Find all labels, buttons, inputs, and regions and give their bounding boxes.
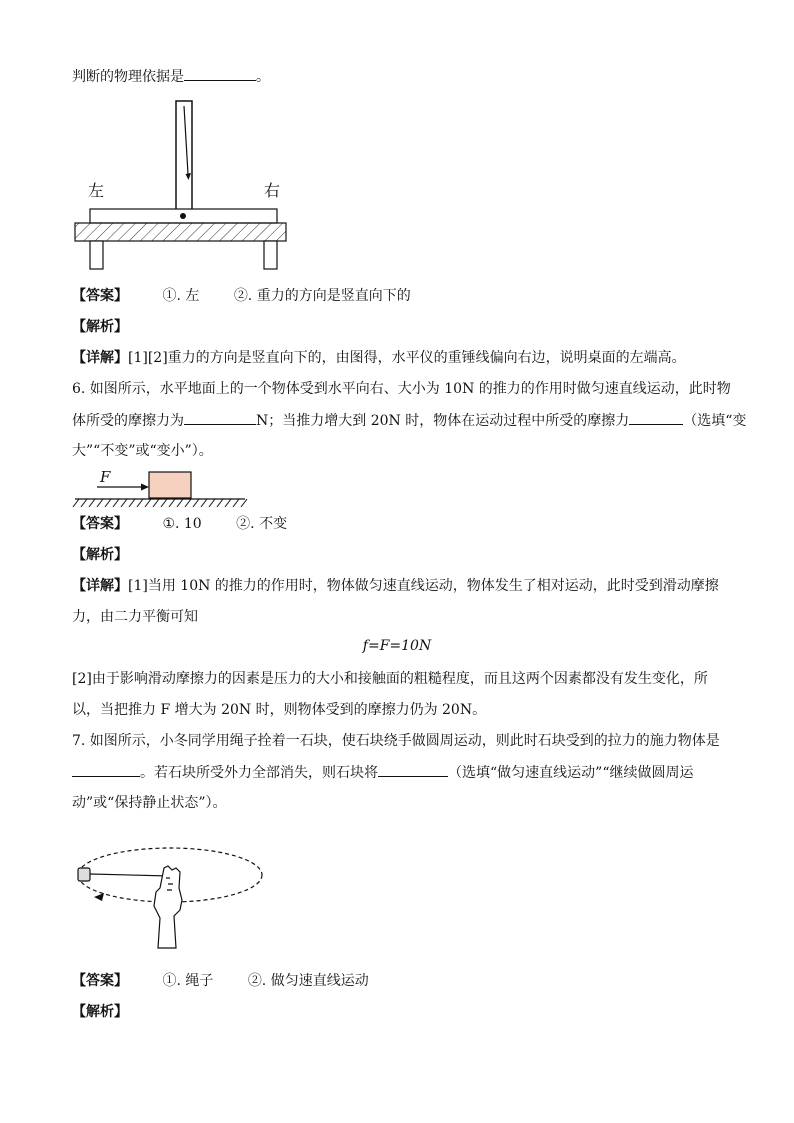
left-label: 左 — [88, 181, 105, 200]
q6-formula: f=F=10N — [362, 638, 432, 654]
answer-blank — [72, 762, 140, 777]
answer-blank — [629, 410, 683, 425]
q7-text-3: 动”或“保持静止状态”）。 — [72, 795, 227, 811]
answer-blank — [378, 762, 448, 777]
q6-answer: 【答案】 ①. 10 ②. 不变 — [72, 516, 288, 532]
q5-answer: 【答案】 ①. 左 ②. 重力的方向是竖直向下的 — [72, 288, 411, 304]
q5-analysis-label: 【解析】 — [72, 319, 128, 335]
q7-text-1: 7. 如图所示，小冬同学用绳子拴着一石块，使石块绕手做圆周运动，则此时石块受到的拉力的施力物体是 — [72, 733, 720, 749]
q6-detail-1: 【详解】[1]当用 10N 的推力的作用时，物体做匀速直线运动，物体发生了相对运动，此时受到滑动摩擦 — [72, 578, 719, 594]
q7-analysis-label: 【解析】 — [72, 1004, 128, 1020]
q6-detail-2: 力，由二力平衡可知 — [72, 609, 198, 625]
right-label: 右 — [264, 181, 281, 200]
q6-text-3: 大”“不变”或“变小”）。 — [72, 443, 213, 459]
question-5-tail: 判断的物理依据是 。 — [72, 66, 270, 87]
q6-text-1: 6. 如图所示，水平地面上的一个物体受到水平向右、大小为 10N 的推力的作用时做匀速直线运动，此时物 — [72, 381, 731, 397]
q6-detail-3: [2]由于影响滑动摩擦力的因素是压力的大小和接触面的粗糙程度，而且这两个因素都没有发生变化，所 — [72, 671, 708, 687]
q7-text-2: 。若石块所受外力全部消失，则石块将 （选填“做匀速直线运动”“继续做圆周运 — [72, 762, 693, 783]
q6-analysis-label: 【解析】 — [72, 547, 128, 563]
answer-blank — [184, 66, 256, 81]
q6-text-2: 体所受的摩擦力为 N；当推力增大到 20N 时，物体在运动过程中所受的摩擦力 （选填“变 — [72, 410, 746, 431]
force-label: F — [100, 468, 111, 486]
q7-answer: 【答案】 ①. 绳子 ②. 做匀速直线运动 — [72, 973, 369, 989]
q6-detail-4: 以，当把推力 F 增大为 20N 时，则物体受到的摩擦力仍为 20N。 — [72, 702, 487, 718]
q5-detail: 【详解】[1][2]重力的方向是竖直向下的，由图得，水平仪的重锤线偏向右边，说明桌面的左端高。 — [72, 350, 686, 366]
block-figure — [70, 468, 250, 516]
circular-motion-figure — [70, 830, 270, 952]
answer-blank — [184, 410, 256, 425]
